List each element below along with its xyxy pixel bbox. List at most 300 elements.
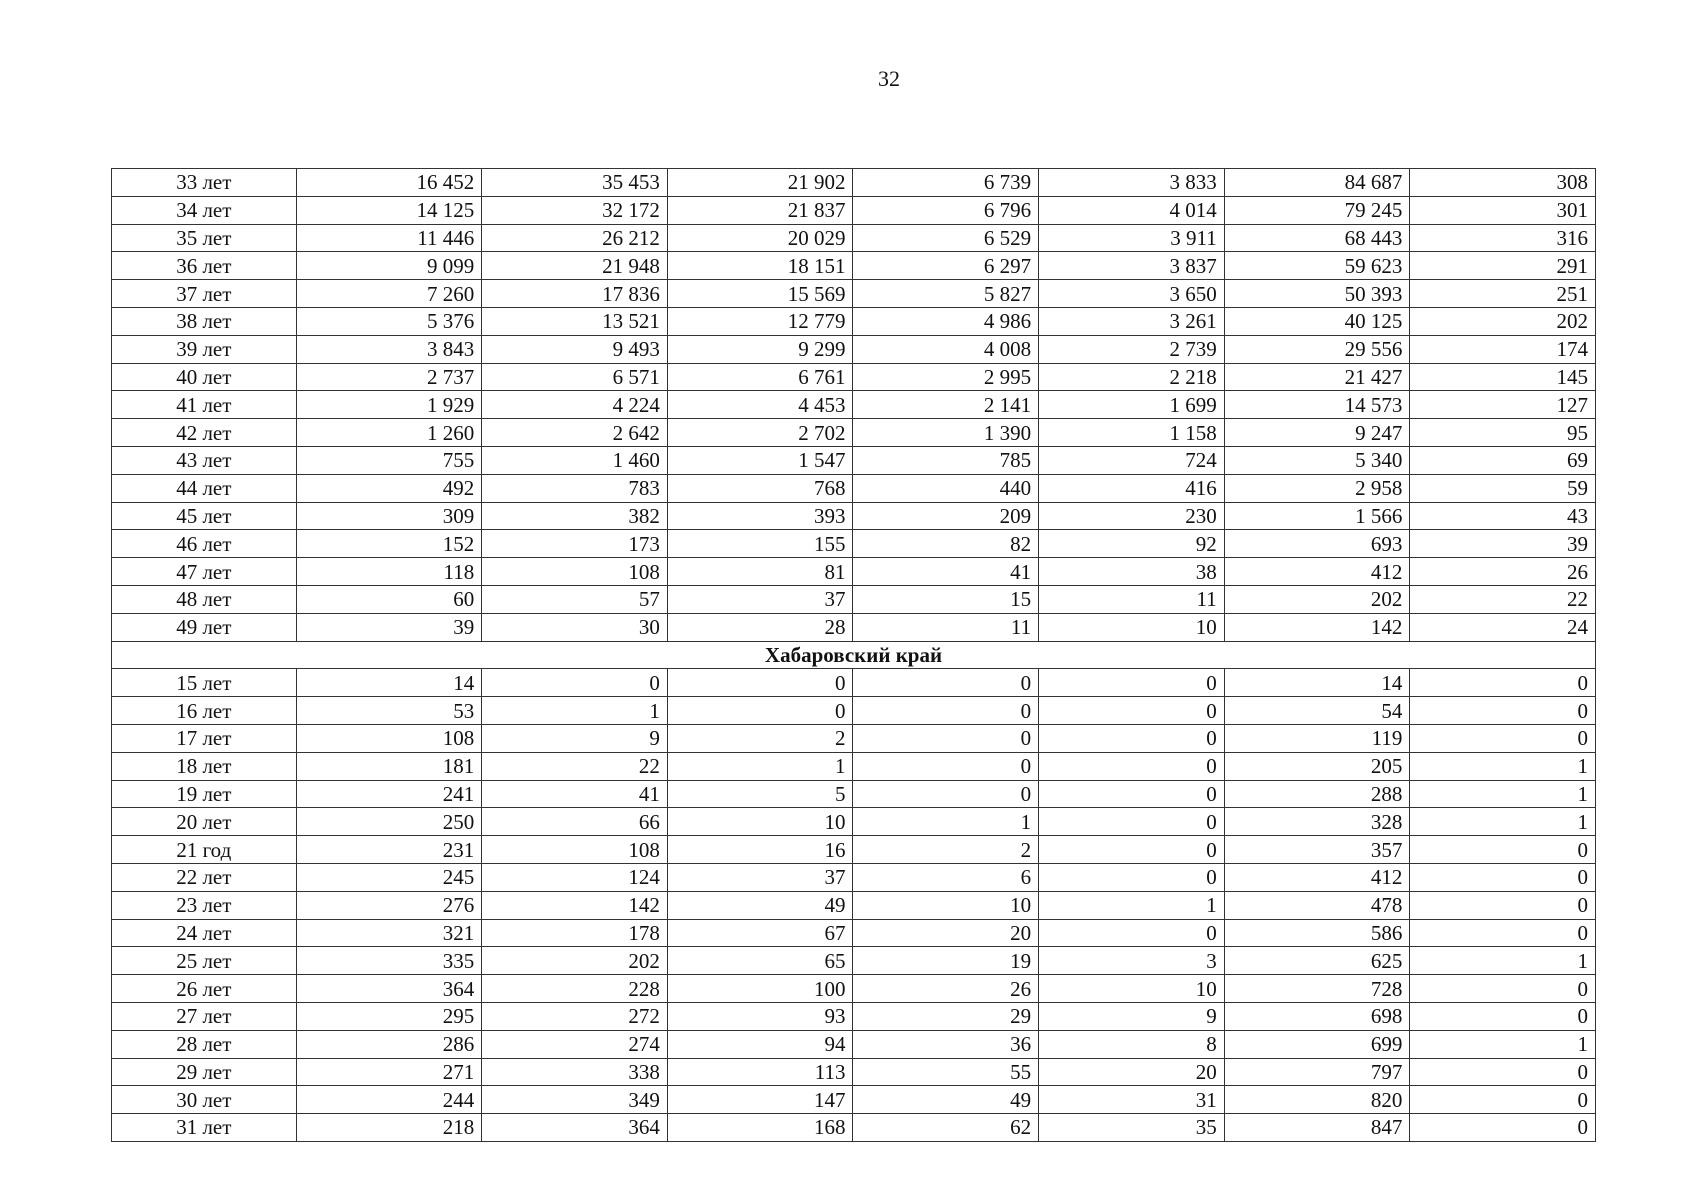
value-cell: 202 [482, 947, 668, 975]
table-row [112, 1030, 1596, 1058]
value-cell: 15 [853, 585, 1039, 613]
table-row [112, 1086, 1596, 1114]
value-cell: 2 958 [1224, 474, 1410, 502]
value-cell: 2 642 [482, 419, 668, 447]
value-cell: 60 [296, 585, 482, 613]
value-cell: 0 [1410, 863, 1596, 891]
value-cell: 1 [1410, 947, 1596, 975]
value-cell: 0 [853, 780, 1039, 808]
table-row [112, 446, 1596, 474]
age-cell: 42 лет [112, 419, 297, 447]
value-cell: 28 [667, 613, 853, 641]
value-cell: 20 [1039, 1058, 1225, 1086]
table-row [112, 863, 1596, 891]
value-cell: 4 986 [853, 307, 1039, 335]
value-cell: 10 [1039, 613, 1225, 641]
value-cell: 119 [1224, 724, 1410, 752]
value-cell: 321 [296, 919, 482, 947]
age-cell: 24 лет [112, 919, 297, 947]
value-cell: 728 [1224, 975, 1410, 1003]
value-cell: 440 [853, 474, 1039, 502]
value-cell: 6 571 [482, 363, 668, 391]
value-cell: 0 [1410, 1086, 1596, 1114]
value-cell: 8 [1039, 1030, 1225, 1058]
age-cell: 31 лет [112, 1114, 297, 1142]
value-cell: 30 [482, 613, 668, 641]
value-cell: 2 [667, 724, 853, 752]
value-cell: 2 995 [853, 363, 1039, 391]
value-cell: 338 [482, 1058, 668, 1086]
value-cell: 54 [1224, 697, 1410, 725]
value-cell: 202 [1410, 307, 1596, 335]
value-cell: 82 [853, 530, 1039, 558]
age-cell: 46 лет [112, 530, 297, 558]
age-cell: 34 лет [112, 196, 297, 224]
age-cell: 43 лет [112, 446, 297, 474]
table-row [112, 530, 1596, 558]
table-row [112, 224, 1596, 252]
value-cell: 288 [1224, 780, 1410, 808]
age-cell: 47 лет [112, 558, 297, 586]
age-cell: 15 лет [112, 669, 297, 697]
value-cell: 251 [1410, 280, 1596, 308]
value-cell: 49 [853, 1086, 1039, 1114]
value-cell: 228 [482, 975, 668, 1003]
value-cell: 847 [1224, 1114, 1410, 1142]
value-cell: 5 827 [853, 280, 1039, 308]
page-number: 32 [878, 66, 900, 91]
value-cell: 785 [853, 446, 1039, 474]
value-cell: 20 [853, 919, 1039, 947]
value-cell: 15 569 [667, 280, 853, 308]
value-cell: 21 902 [667, 169, 853, 197]
value-cell: 0 [1410, 919, 1596, 947]
value-cell: 272 [482, 1002, 668, 1030]
value-cell: 69 [1410, 446, 1596, 474]
value-cell: 21 948 [482, 252, 668, 280]
value-cell: 1 929 [296, 391, 482, 419]
value-cell: 7 260 [296, 280, 482, 308]
value-cell: 3 650 [1039, 280, 1225, 308]
value-cell: 94 [667, 1030, 853, 1058]
value-cell: 66 [482, 808, 668, 836]
value-cell: 4 453 [667, 391, 853, 419]
value-cell: 4 014 [1039, 196, 1225, 224]
value-cell: 29 556 [1224, 335, 1410, 363]
age-cell: 41 лет [112, 391, 297, 419]
value-cell: 35 453 [482, 169, 668, 197]
table-row [112, 808, 1596, 836]
table-row [112, 502, 1596, 530]
value-cell: 0 [1039, 863, 1225, 891]
table-row [112, 252, 1596, 280]
value-cell: 9 247 [1224, 419, 1410, 447]
value-cell: 0 [1039, 919, 1225, 947]
value-cell: 9 299 [667, 335, 853, 363]
value-cell: 22 [482, 752, 668, 780]
value-cell: 309 [296, 502, 482, 530]
value-cell: 3 [1039, 947, 1225, 975]
age-cell: 25 лет [112, 947, 297, 975]
value-cell: 724 [1039, 446, 1225, 474]
value-cell: 21 837 [667, 196, 853, 224]
value-cell: 108 [482, 558, 668, 586]
value-cell: 59 [1410, 474, 1596, 502]
table-row [112, 391, 1596, 419]
value-cell: 0 [853, 669, 1039, 697]
value-cell: 5 340 [1224, 446, 1410, 474]
value-cell: 36 [853, 1030, 1039, 1058]
table-row [112, 335, 1596, 363]
value-cell: 9 [482, 724, 668, 752]
age-cell: 20 лет [112, 808, 297, 836]
value-cell: 11 [853, 613, 1039, 641]
value-cell: 29 [853, 1002, 1039, 1030]
value-cell: 6 297 [853, 252, 1039, 280]
value-cell: 335 [296, 947, 482, 975]
table-row [112, 363, 1596, 391]
value-cell: 6 761 [667, 363, 853, 391]
value-cell: 393 [667, 502, 853, 530]
age-cell: 22 лет [112, 863, 297, 891]
value-cell: 81 [667, 558, 853, 586]
value-cell: 68 443 [1224, 224, 1410, 252]
value-cell: 41 [853, 558, 1039, 586]
table-row [112, 947, 1596, 975]
section-header-row [112, 641, 1596, 669]
value-cell: 59 623 [1224, 252, 1410, 280]
value-cell: 41 [482, 780, 668, 808]
value-cell: 364 [296, 975, 482, 1003]
value-cell: 1 [853, 808, 1039, 836]
value-cell: 0 [1039, 808, 1225, 836]
value-cell: 364 [482, 1114, 668, 1142]
value-cell: 49 [667, 891, 853, 919]
value-cell: 291 [1410, 252, 1596, 280]
value-cell: 0 [853, 697, 1039, 725]
value-cell: 295 [296, 1002, 482, 1030]
value-cell: 11 446 [296, 224, 482, 252]
value-cell: 271 [296, 1058, 482, 1086]
value-cell: 768 [667, 474, 853, 502]
value-cell: 40 125 [1224, 307, 1410, 335]
age-cell: 36 лет [112, 252, 297, 280]
value-cell: 20 029 [667, 224, 853, 252]
value-cell: 202 [1224, 585, 1410, 613]
age-cell: 26 лет [112, 975, 297, 1003]
value-cell: 100 [667, 975, 853, 1003]
age-cell: 40 лет [112, 363, 297, 391]
value-cell: 108 [482, 836, 668, 864]
table-row [112, 975, 1596, 1003]
value-cell: 113 [667, 1058, 853, 1086]
table-row [112, 307, 1596, 335]
value-cell: 0 [1410, 975, 1596, 1003]
age-cell: 35 лет [112, 224, 297, 252]
table-row [112, 669, 1596, 697]
value-cell: 245 [296, 863, 482, 891]
value-cell: 2 218 [1039, 363, 1225, 391]
value-cell: 0 [853, 752, 1039, 780]
value-cell: 230 [1039, 502, 1225, 530]
value-cell: 14 125 [296, 196, 482, 224]
value-cell: 79 245 [1224, 196, 1410, 224]
table-row [112, 558, 1596, 586]
value-cell: 22 [1410, 585, 1596, 613]
value-cell: 693 [1224, 530, 1410, 558]
data-table [111, 168, 1596, 1142]
value-cell: 412 [1224, 558, 1410, 586]
value-cell: 218 [296, 1114, 482, 1142]
age-cell: 33 лет [112, 169, 297, 197]
value-cell: 62 [853, 1114, 1039, 1142]
table-row [112, 724, 1596, 752]
table-row [112, 752, 1596, 780]
value-cell: 24 [1410, 613, 1596, 641]
age-cell: 16 лет [112, 697, 297, 725]
age-cell: 30 лет [112, 1086, 297, 1114]
value-cell: 118 [296, 558, 482, 586]
value-cell: 9 493 [482, 335, 668, 363]
value-cell: 95 [1410, 419, 1596, 447]
value-cell: 1 390 [853, 419, 1039, 447]
value-cell: 0 [1039, 669, 1225, 697]
value-cell: 0 [1410, 1002, 1596, 1030]
value-cell: 10 [667, 808, 853, 836]
value-cell: 14 [296, 669, 482, 697]
value-cell: 3 837 [1039, 252, 1225, 280]
value-cell: 1 [1410, 808, 1596, 836]
value-cell: 3 911 [1039, 224, 1225, 252]
table-row [112, 474, 1596, 502]
value-cell: 755 [296, 446, 482, 474]
value-cell: 0 [1039, 780, 1225, 808]
value-cell: 0 [1410, 1114, 1596, 1142]
value-cell: 276 [296, 891, 482, 919]
value-cell: 10 [853, 891, 1039, 919]
value-cell: 0 [1410, 891, 1596, 919]
value-cell: 168 [667, 1114, 853, 1142]
value-cell: 10 [1039, 975, 1225, 1003]
value-cell: 3 833 [1039, 169, 1225, 197]
age-cell: 44 лет [112, 474, 297, 502]
value-cell: 0 [667, 669, 853, 697]
value-cell: 1 [1410, 780, 1596, 808]
value-cell: 699 [1224, 1030, 1410, 1058]
value-cell: 39 [1410, 530, 1596, 558]
value-cell: 205 [1224, 752, 1410, 780]
age-cell: 48 лет [112, 585, 297, 613]
value-cell: 328 [1224, 808, 1410, 836]
value-cell: 178 [482, 919, 668, 947]
age-cell: 21 год [112, 836, 297, 864]
value-cell: 274 [482, 1030, 668, 1058]
value-cell: 382 [482, 502, 668, 530]
value-cell: 1 [1410, 752, 1596, 780]
value-cell: 1 [1039, 891, 1225, 919]
value-cell: 2 702 [667, 419, 853, 447]
value-cell: 1 260 [296, 419, 482, 447]
age-cell: 28 лет [112, 1030, 297, 1058]
value-cell: 4 224 [482, 391, 668, 419]
table-row [112, 836, 1596, 864]
value-cell: 1 [482, 697, 668, 725]
value-cell: 1 547 [667, 446, 853, 474]
age-cell: 39 лет [112, 335, 297, 363]
value-cell: 174 [1410, 335, 1596, 363]
value-cell: 181 [296, 752, 482, 780]
age-cell: 19 лет [112, 780, 297, 808]
value-cell: 0 [1410, 669, 1596, 697]
value-cell: 108 [296, 724, 482, 752]
value-cell: 93 [667, 1002, 853, 1030]
table-body [112, 169, 1596, 1142]
value-cell: 16 452 [296, 169, 482, 197]
value-cell: 1 566 [1224, 502, 1410, 530]
value-cell: 14 [1224, 669, 1410, 697]
value-cell: 698 [1224, 1002, 1410, 1030]
value-cell: 9 099 [296, 252, 482, 280]
age-cell: 38 лет [112, 307, 297, 335]
value-cell: 2 739 [1039, 335, 1225, 363]
table-row [112, 280, 1596, 308]
table-row [112, 585, 1596, 613]
value-cell: 14 573 [1224, 391, 1410, 419]
value-cell: 0 [667, 697, 853, 725]
table-row [112, 780, 1596, 808]
value-cell: 0 [853, 724, 1039, 752]
value-cell: 53 [296, 697, 482, 725]
value-cell: 0 [1410, 836, 1596, 864]
value-cell: 209 [853, 502, 1039, 530]
value-cell: 145 [1410, 363, 1596, 391]
value-cell: 2 141 [853, 391, 1039, 419]
value-cell: 3 261 [1039, 307, 1225, 335]
value-cell: 349 [482, 1086, 668, 1114]
value-cell: 35 [1039, 1114, 1225, 1142]
value-cell: 308 [1410, 169, 1596, 197]
value-cell: 124 [482, 863, 668, 891]
section-title: Хабаровский край [112, 641, 1596, 669]
value-cell: 316 [1410, 224, 1596, 252]
value-cell: 152 [296, 530, 482, 558]
value-cell: 0 [1410, 1058, 1596, 1086]
value-cell: 37 [667, 585, 853, 613]
value-cell: 26 212 [482, 224, 668, 252]
value-cell: 57 [482, 585, 668, 613]
value-cell: 38 [1039, 558, 1225, 586]
value-cell: 2 737 [296, 363, 482, 391]
value-cell: 155 [667, 530, 853, 558]
value-cell: 32 172 [482, 196, 668, 224]
value-cell: 6 739 [853, 169, 1039, 197]
value-cell: 11 [1039, 585, 1225, 613]
value-cell: 0 [482, 669, 668, 697]
value-cell: 127 [1410, 391, 1596, 419]
value-cell: 286 [296, 1030, 482, 1058]
age-cell: 49 лет [112, 613, 297, 641]
table-row [112, 891, 1596, 919]
value-cell: 586 [1224, 919, 1410, 947]
value-cell: 6 796 [853, 196, 1039, 224]
value-cell: 26 [853, 975, 1039, 1003]
value-cell: 1 460 [482, 446, 668, 474]
value-cell: 1 158 [1039, 419, 1225, 447]
value-cell: 65 [667, 947, 853, 975]
table-row [112, 1114, 1596, 1142]
value-cell: 173 [482, 530, 668, 558]
table-row [112, 697, 1596, 725]
table-row [112, 196, 1596, 224]
value-cell: 241 [296, 780, 482, 808]
value-cell: 37 [667, 863, 853, 891]
value-cell: 0 [1039, 697, 1225, 725]
value-cell: 147 [667, 1086, 853, 1114]
value-cell: 43 [1410, 502, 1596, 530]
value-cell: 0 [1410, 724, 1596, 752]
value-cell: 12 779 [667, 307, 853, 335]
age-cell: 29 лет [112, 1058, 297, 1086]
value-cell: 26 [1410, 558, 1596, 586]
value-cell: 19 [853, 947, 1039, 975]
value-cell: 492 [296, 474, 482, 502]
value-cell: 625 [1224, 947, 1410, 975]
value-cell: 6 529 [853, 224, 1039, 252]
value-cell: 357 [1224, 836, 1410, 864]
value-cell: 39 [296, 613, 482, 641]
value-cell: 4 008 [853, 335, 1039, 363]
value-cell: 820 [1224, 1086, 1410, 1114]
value-cell: 16 [667, 836, 853, 864]
value-cell: 0 [1039, 752, 1225, 780]
table-row [112, 419, 1596, 447]
value-cell: 244 [296, 1086, 482, 1114]
age-cell: 18 лет [112, 752, 297, 780]
value-cell: 31 [1039, 1086, 1225, 1114]
value-cell: 142 [482, 891, 668, 919]
value-cell: 92 [1039, 530, 1225, 558]
value-cell: 67 [667, 919, 853, 947]
age-cell: 37 лет [112, 280, 297, 308]
value-cell: 0 [1039, 836, 1225, 864]
value-cell: 55 [853, 1058, 1039, 1086]
value-cell: 1 [667, 752, 853, 780]
value-cell: 250 [296, 808, 482, 836]
value-cell: 9 [1039, 1002, 1225, 1030]
value-cell: 18 151 [667, 252, 853, 280]
value-cell: 1 699 [1039, 391, 1225, 419]
table-row [112, 919, 1596, 947]
value-cell: 17 836 [482, 280, 668, 308]
table-row [112, 613, 1596, 641]
value-cell: 797 [1224, 1058, 1410, 1086]
value-cell: 301 [1410, 196, 1596, 224]
value-cell: 84 687 [1224, 169, 1410, 197]
value-cell: 478 [1224, 891, 1410, 919]
value-cell: 142 [1224, 613, 1410, 641]
table-row [112, 169, 1596, 197]
table-row [112, 1002, 1596, 1030]
value-cell: 416 [1039, 474, 1225, 502]
age-cell: 17 лет [112, 724, 297, 752]
value-cell: 3 843 [296, 335, 482, 363]
value-cell: 21 427 [1224, 363, 1410, 391]
age-cell: 45 лет [112, 502, 297, 530]
age-cell: 27 лет [112, 1002, 297, 1030]
value-cell: 5 [667, 780, 853, 808]
age-cell: 23 лет [112, 891, 297, 919]
value-cell: 783 [482, 474, 668, 502]
